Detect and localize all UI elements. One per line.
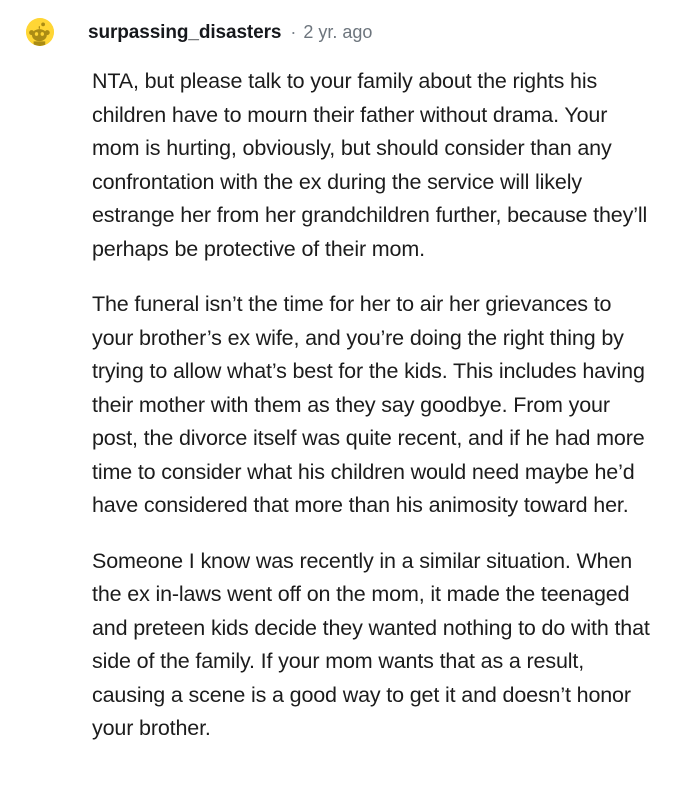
reddit-snoo-avatar-icon[interactable] bbox=[26, 18, 54, 46]
comment-paragraph-3: Someone I know was recently in a similar situation. When the ex in-laws went off on the mom, it made the teenaged and preteen kids decide they wanted nothing to do with that side of the family. If your mom wants that as a result, causing a scene is a good way to get it and doesn’t honor your brother. bbox=[92, 548, 650, 740]
comment-author-username[interactable]: surpassing_disasters bbox=[88, 21, 282, 43]
comment-meta bbox=[88, 23, 372, 42]
comment-header bbox=[0, 0, 700, 47]
comment-paragraph-2: The funeral isn’t the time for her to air her grievances to your brother’s ex wife, and you’re doing the right thing by trying to allow what’s best for the kids. This includes having their mother with them as they say goodbye. From your post, the divorce itself was quite recent, and if he had more time to consider what his children would need maybe he’d have considered that more than his animosity toward her. bbox=[92, 292, 645, 517]
comment-timestamp[interactable]: 2 yr. ago bbox=[303, 21, 373, 42]
meta-separator-dot: · bbox=[290, 21, 297, 42]
comment-body bbox=[0, 47, 700, 746]
comment-paragraph-1: NTA, but please talk to your family about the rights his children have to mourn their father without drama. Your mom is hurting, obviously, but should consider than any confrontation with the ex during the service will likely estrange her from her grandchildren further, because they’ll perhaps be protective of their mom. bbox=[92, 69, 648, 261]
